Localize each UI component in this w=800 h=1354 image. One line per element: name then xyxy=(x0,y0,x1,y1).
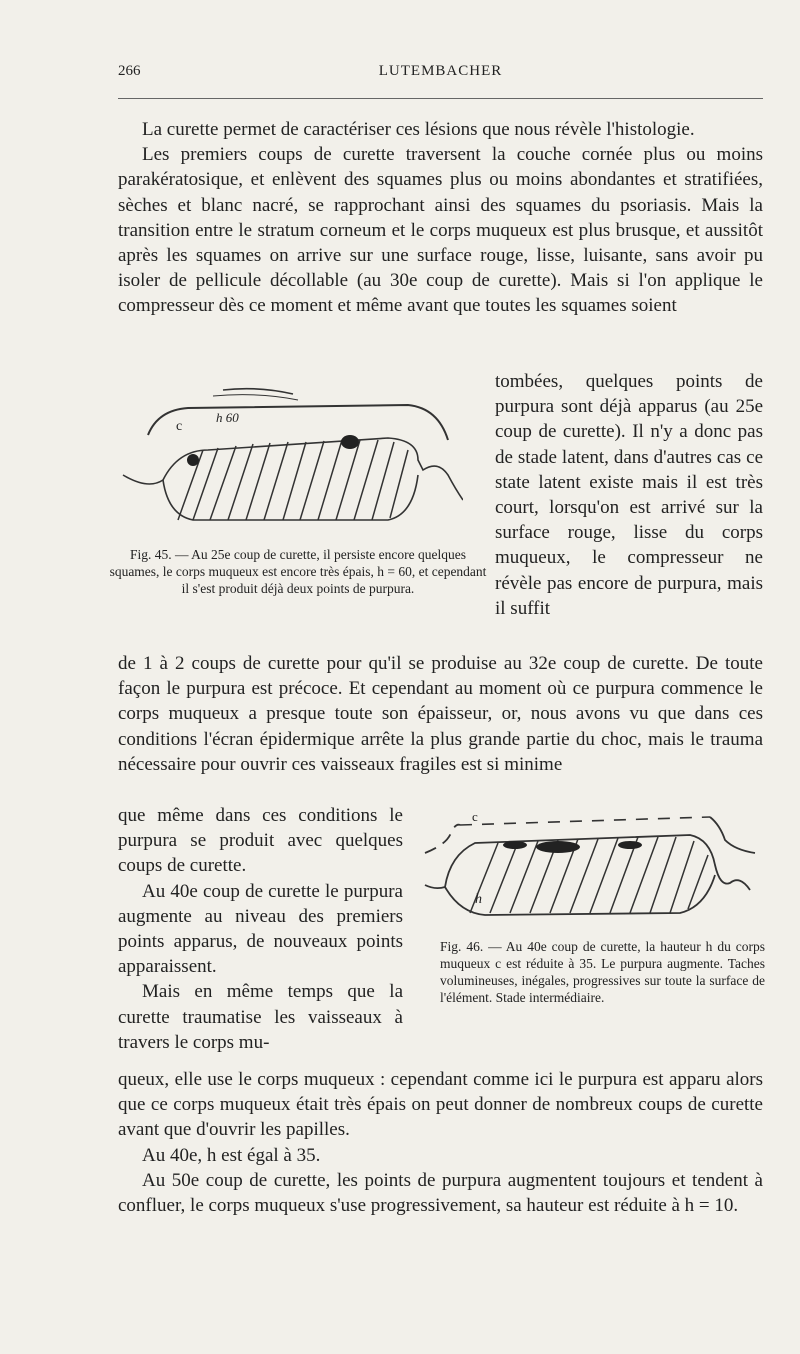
paragraph-4a: Mais en même temps que la curette traumatise les vaisseaux à travers le corps mu- xyxy=(118,981,403,1053)
fig45-letter-c: c xyxy=(176,419,183,434)
page-header xyxy=(118,63,763,85)
header-rule xyxy=(118,98,763,99)
paragraph-2a: Les premiers coups de curette traversent la couche cornée plus ou moins parakératosique, et enlèvent des squames plus ou moins abondantes et stratifiées, sèches et blanc nacré, se rapprochant ainsi des squames du psoriasis. Mais la transition entre le stratum corneum et le corps muqueux est plus brusque, et aussitôt après les squames on arrive sur une surface rouge, lisse, luisante, sans avoir pu isoler de pellicule décollable (au 30e coup de curette). Mais si l'on applique le compresseur dès ce moment et même avant que toutes les squames soient xyxy=(118,144,763,317)
paragraph-5: Au 40e, h est égal à 35. xyxy=(142,1144,321,1166)
paragraph-2d: que même dans ces conditions le purpura se produit avec quelques coups de curette. xyxy=(118,805,403,877)
text-block-middle xyxy=(118,651,763,777)
paragraph-2c: de 1 à 2 coups de curette pour qu'il se produise au 32e coup de curette. De toute façon le purpura est précoce. Et cependant au moment où ce purpura commence le corps muqueux a presque toute son épaisseur, or, nous avons vu que dans ces conditions l'écran épidermique arrête la plus grande partie du choc, mais le trauma nécessaire pour ouvrir ces vaisseaux fragiles est si minime xyxy=(118,653,763,775)
fig46-letter-c: c xyxy=(472,809,478,824)
paragraph-1: La curette permet de caractériser ces lésions que nous révèle l'histologie. xyxy=(142,119,695,140)
paragraph-6: Au 50e coup de curette, les points de purpura augmentent toujours et tendent à confluer, le corps muqueux s'use progressivement, sa hauteur est réduite à h = 10. xyxy=(118,1169,763,1217)
text-block-bottom xyxy=(118,1067,763,1218)
fig45-h-label: h 60 xyxy=(216,410,239,425)
figure-46-drawing xyxy=(420,795,765,935)
paragraph-4b: queux, elle use le corps muqueux : cependant comme ici le purpura est apparu alors que ce corps muqueux était très épais on peut donner de nombreux coups de curette avant que d'ouvrir les papilles. xyxy=(118,1069,763,1141)
running-title: LUTEMBACHER xyxy=(378,63,503,79)
figure-46-caption: Fig. 46. — Au 40e coup de curette, la hauteur h du corps muqueux c est réduite à 35. Le purpura augmente. Taches volumineuses, inégales, progressives sur toute la surface de l'élément. Stade intermédiaire. xyxy=(440,939,765,1005)
figure-45-caption: Fig. 45. — Au 25e coup de curette, il persiste encore quelques squames, le corps muqueux est encore très épais, h = 60, et cependant il s'est produit déjà deux points de purpura. xyxy=(109,547,487,596)
text-block-right-fig45 xyxy=(495,369,763,621)
paragraph-3: Au 40e coup de curette le purpura augmente au niveau des premiers points apparus, de nouveaux points apparaissent. xyxy=(118,880,403,978)
text-block-left-fig46 xyxy=(118,803,403,1055)
paragraph-2b: tombées, quelques points de purpura sont déjà apparus (au 25e coup de curette). Il n'y a donc pas de stade latent, dans d'autres cas ce state latent existe mais il est très court, lorsqu'on est arrivé sur la surface rouge, lisse du corps muqueux, le compresseur ne révèle pas encore de purpura, mais il suffit xyxy=(495,371,763,619)
text-block-top xyxy=(118,117,763,319)
figure-45-drawing xyxy=(118,380,463,540)
fig46-h-label: h xyxy=(475,892,482,907)
page-number: 266 xyxy=(118,63,141,79)
